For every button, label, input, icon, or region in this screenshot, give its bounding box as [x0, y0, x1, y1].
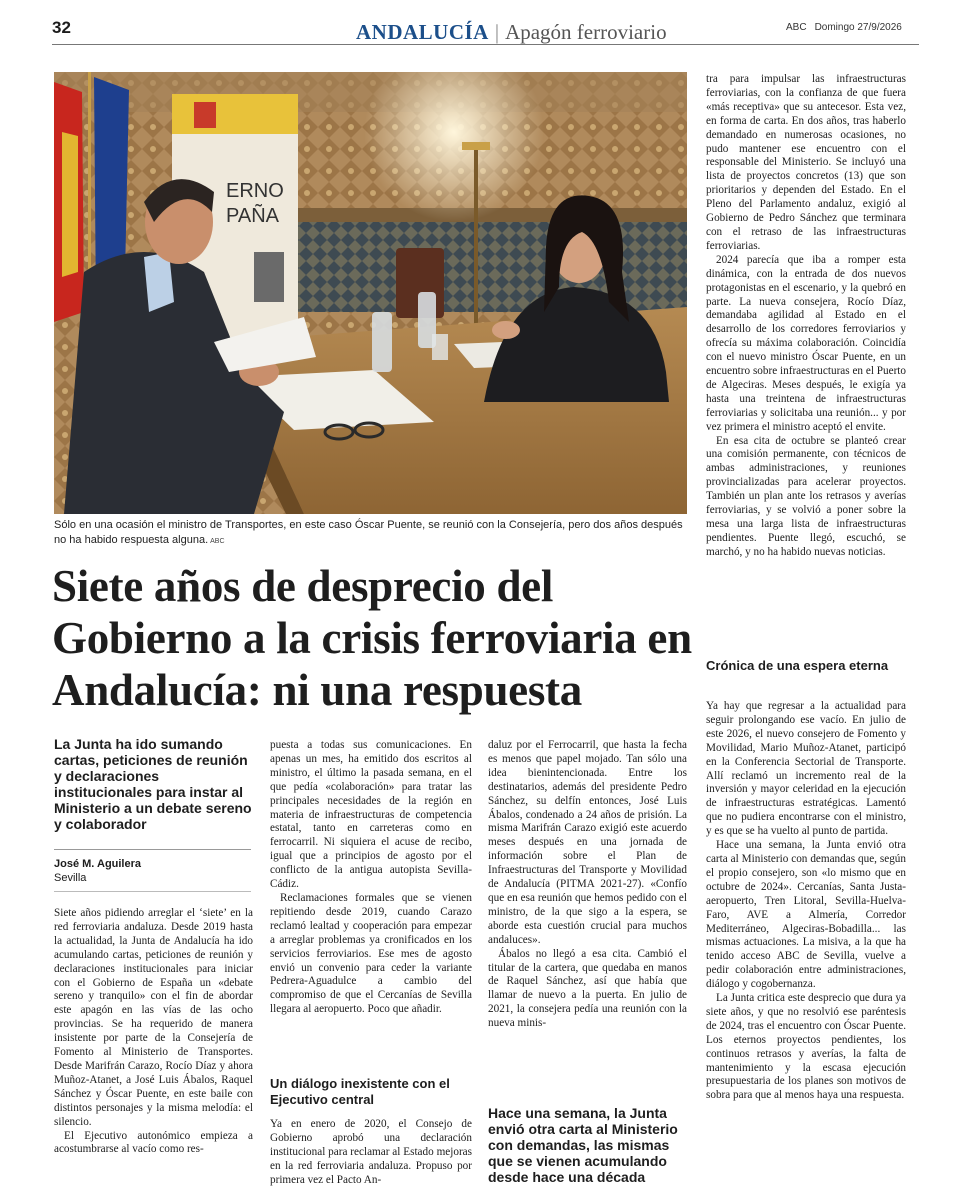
section-topic: Apagón ferroviario — [505, 20, 667, 44]
body-column-2 — [270, 739, 472, 1017]
issue-date: Domingo 27/9/2026 — [814, 22, 902, 33]
article-subtitle: La Junta ha ido sumando cartas, peticiones de reunión y declaraciones institucionales para instar al Ministerio a un debate sereno y colaborador — [54, 736, 252, 832]
header-meta — [786, 22, 910, 33]
paragraph: puesta a todas sus comunicaciones. En apenas un mes, ha emitido dos escritos al ministro, el último la pasada semana, en el que pedía «colaboración» para tratar las principales necesidades de la región en materia de infraestructuras de competencia estatal, tanto en carreteras como en ferrocarril. Ni siquiera el acuse de recibo, igual que a principios de agosto por el conflicto de la antigua autopista Sevilla-Cádiz. — [270, 739, 472, 891]
paragraph: La Junta critica este desprecio que dura ya siete años, y que no resolvió ese paréntesis de 2024, tras el encuentro con Óscar Puente. Los eternos proyectos pendientes, los continuos retrasos y averías, la falta de mantenimiento y la escasa ejecución presupuestaria de los planes son motivos de sobra para que al menos haya una respuesta. — [706, 992, 906, 1102]
publication-name: ABC — [786, 22, 807, 33]
paragraph: El Ejecutivo autonómico empieza a acostumbrarse al vacío como res- — [54, 1129, 253, 1156]
paragraph: Reclamaciones formales que se vienen repitiendo desde 2019, cuando Carazo reclamó lealtad y cooperación para empezar a arreglar problemas ya cronificados en los servicios ferroviarios. Ese mes de agosto envió un convenio para ceder la variante Pedrera-Aguadulce a cambio del compromiso de que el Cercanías de Sevilla llegara al aeropuerto. Poco que añadir. — [270, 891, 472, 1016]
headline: Siete años de desprecio del Gobierno a la crisis ferroviaria en Andalucía: ni una respuesta — [52, 561, 692, 715]
paragraph: Ya hay que regresar a la actualidad para seguir prolongando ese vacío. En julio de este 2026, el nuevo consejero de Fomento y Movilidad, Mario Muñoz-Atanet, participó en la Conferencia Sectorial de Transporte. Allí reclamó un incremento real de la inversión y mayor celeridad en la ejecución de infraestructuras estratégicas. Lamentó que no pudiera encontrarse con el ministro, y es que se ha vuelto al punto de partida. — [706, 700, 906, 838]
divider — [54, 891, 251, 892]
paragraph: 2024 parecía que iba a romper esta dinámica, con la entrada de dos nuevos protagonistas en el escenario, y la quebró en parte. La nueva consejera, Rocío Díaz, demandaba agilidad al Estado en el desarrollo de los corredores ferroviarios y ofrecía su máxima colaboración. Coincidía con el nuevo ministro Óscar Puente, en un encuentro sobre infraestructuras en el Puerto de Algeciras. Meses después, le exigía ya hasta una treintena de infraestructuras ferroviarias y solicitaba una reunión... y por vez primera el ministro aceptó el envite. — [706, 253, 906, 433]
page-number: 32 — [52, 18, 71, 37]
body-column-2-continued — [270, 1118, 472, 1188]
header-rule — [52, 44, 919, 45]
paragraph: Siete años pidiendo arreglar el ‘siete’ en la red ferroviaria andaluza. Desde 2019 hasta la actualidad, la Junta de Andalucía ha ido acumulando cartas, peticiones de reunión y declaraciones institucionales para iniciar con el Gobierno de España un «debate sereno y tranquilo» con el fin de abordar este apagón en las vías de las ocho provincias. Se ha requerido de manera insistente por parte de la Consejería de Fomento al Ministerio de Transportes. Desde Marifrán Carazo, Rocío Díaz y ahora Muñoz-Atanet, a José Luis Ábalos, Raquel Sánchez y Óscar Puente, en este baile con distintos personajes y la misma melodía: el silencio. — [54, 907, 253, 1128]
body-column-3 — [488, 739, 687, 1031]
dateline-place: Sevilla — [54, 872, 87, 884]
paragraph: Ábalos no llegó a esa cita. Cambió el titular de la cartera, que quedaba en manos de Raquel Sánchez, así que había que llamar de nuevo a la puerta. En julio de 2021, la consejera pedía una reunión con la nueva minis- — [488, 947, 687, 1030]
body-column-1 — [54, 907, 253, 1157]
author-name: José M. Aguilera — [54, 858, 142, 870]
section-name: ANDALUCÍA — [356, 20, 489, 44]
body-column-4-continued — [706, 700, 906, 1103]
paragraph: tra para impulsar las infraestructuras ferroviarias, con la confianza de que fuera «más receptiva» que su antecesor. Esta vez, en forma de carta. En dos años, tras haberlo demandado en numerosas ocasiones, no pudo mantener ese encuentro con el responsable del Ministerio. Se incluyó una lista de proyectos concretos (13) que son prioritarios y dependen del Estado. En el Pleno del Parlamento andaluz, exigió al Gobierno de Pedro Sánchez que terminara con el retraso de las infraestructuras ferroviarias. — [706, 73, 906, 252]
caption-text: Sólo en una ocasión el ministro de Transportes, en este caso Óscar Puente, se reunió con la Consejería, pero dos años después no ha habido respuesta alguna. — [54, 519, 683, 546]
paragraph: Ya en enero de 2020, el Consejo de Gobierno aprobó una declaración institucional para reclamar al Estado mejoras en la red ferroviaria andaluza. Propuso por primera vez el Pacto An- — [270, 1118, 472, 1186]
banner-text-line1: ERNO — [226, 180, 284, 202]
divider — [54, 849, 251, 850]
body-column-4 — [706, 73, 906, 560]
news-photo — [54, 72, 687, 514]
subheading: Un diálogo inexistente con el Ejecutivo central — [270, 1076, 450, 1107]
pull-quote: Hace una semana, la Junta envió otra carta al Ministerio con demandas, las mismas que se vienen acumulando desde hace una década — [488, 1105, 678, 1185]
subheading: Crónica de una espera eterna — [706, 658, 889, 673]
paragraph: Hace una semana, la Junta envió otra carta al Ministerio con demandas que, según el propio consejero, son «lo mismo que en octubre de 2024». Cercanías, Santa Justa-aeropuerto, Tren Litoral, Sevilla-Huelva-Faro, AVE a Almería, Corredor Mediterráneo, Algeciras-Bobadilla... las mismas actuaciones. La misiva, a la que ha tenido acceso ABC de Sevilla, vuelve a pedir colaboración entre administraciones, diálogo y cogobernanza. — [706, 839, 906, 991]
photo-caption — [54, 518, 687, 549]
section-separator: | — [494, 20, 500, 44]
paragraph: En esa cita de octubre se planteó crear una comisión permanente, con técnicos de ambas administraciones, y reuniones provincializadas para acelerar proyectos. También un plan ante los retrasos y averías ferroviarias, y se volvió a poner sobre la mesa una larga lista de infraestructuras pendientes. Puente llegó, escuchó, se marchó, y no ha habido nuevas noticias. — [706, 434, 906, 558]
paragraph: daluz por el Ferrocarril, que hasta la fecha es menos que papel mojado. Tan sólo una idea bienintencionada. Entre los destinatarios, además del presidente Pedro Sánchez, su delfín entonces, José Luis Ábalos, condenado a 24 años de prisión. La misma Marifrán Carazo exigió este acuerdo meses después en una jornada de información sobre el Plan de Infraestructuras del Transporte y Movilidad de Andalucía (PITMA 2021-27). «Confío que en esa reunión que hemos pedido con el ministro, de la que sigo a la espera, se aborde esta cuestión crucial para muchos andaluces». — [488, 739, 687, 946]
banner-text-line2: PAÑA — [226, 205, 279, 227]
photo-credit: ABC — [210, 537, 225, 545]
section-header — [356, 20, 667, 45]
